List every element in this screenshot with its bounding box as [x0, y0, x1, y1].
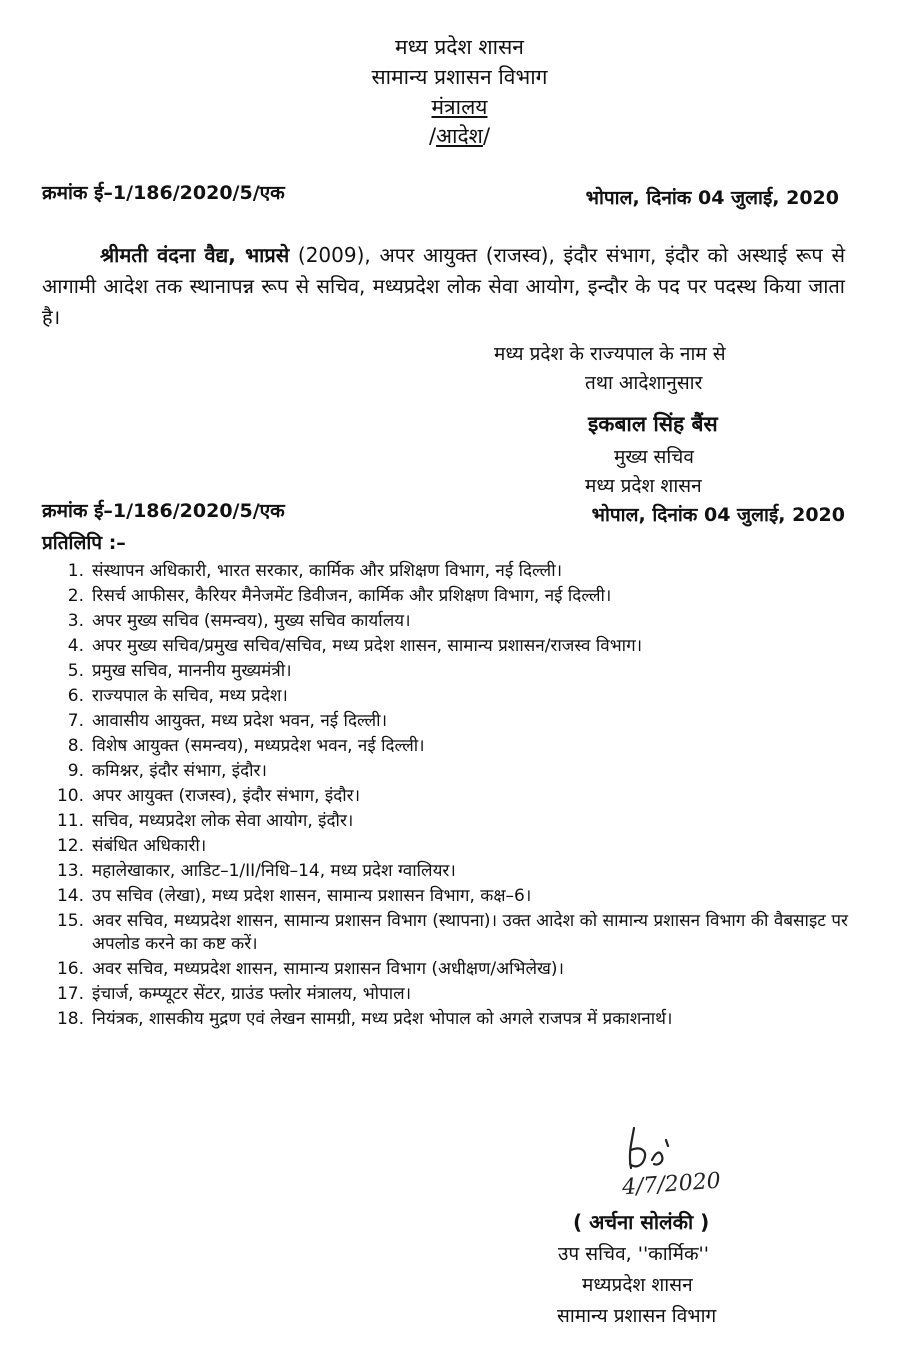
copy-date: भोपाल, दिनांक 04 जुलाई, 2020 [591, 504, 845, 526]
list-item [58, 585, 848, 608]
copy-reference-number: क्रमांक ई–1/186/2020/5/एक [42, 500, 285, 522]
list-item-number: 3. [67, 611, 84, 631]
list-item [58, 735, 848, 758]
list-item [58, 760, 848, 783]
list-item [58, 685, 848, 708]
list-item [58, 610, 848, 633]
list-item-text: अपर आयुक्त (राजस्व), इंदौर संभाग, इंदौर। [92, 786, 361, 806]
header-order-title: /आदेश/ [428, 124, 491, 148]
list-item [58, 885, 848, 908]
officer-name: श्रीमती वंदना वैद्य, भाप्रसे [100, 243, 290, 267]
list-item-number: 10. [56, 786, 84, 806]
copy-heading: प्रतिलिपि :– [42, 532, 126, 554]
list-item-text: विशेष आयुक्त (समन्वय), मध्यप्रदेश भवन, नई दिल्ली। [92, 736, 425, 756]
list-item-number: 2. [67, 586, 84, 606]
order-body-paragraph [42, 240, 845, 333]
deputy-secretary-office: मध्यप्रदेश शासन [582, 1274, 693, 1296]
list-item-number: 11. [56, 811, 84, 831]
list-item-text: रिसर्च आफीसर, कैरियर मैनेजमेंट डिवीजन, कार्मिक और प्रशिक्षण विभाग, नई दिल्ली। [92, 586, 612, 606]
list-item [58, 785, 848, 808]
chief-secretary-name: इकबाल सिंह बैंस [588, 412, 718, 436]
list-item [58, 1008, 848, 1031]
order-date: भोपाल, दिनांक 04 जुलाई, 2020 [585, 187, 839, 209]
order-body-text: (2009), अपर आयुक्त (राजस्व), इंदौर संभाग, इंदौर को अस्थाई रूप से आगामी आदेश तक स्थानापन्न रूप से सचिव, मध्यप्रदेश लोक सेवा आयोग, इन्दौर के पद पर पदस्थ किया जाता है। [42, 243, 845, 329]
authority-line-1: मध्य प्रदेश के राज्यपाल के नाम से [494, 343, 726, 365]
list-item [58, 860, 848, 883]
copy-recipient-list [58, 560, 848, 1033]
list-item-number: 8. [67, 736, 84, 756]
list-item-number: 13. [56, 861, 84, 881]
list-item-number: 9. [67, 761, 84, 781]
list-item-text: अपर मुख्य सचिव/प्रमुख सचिव/सचिव, मध्य प्रदेश शासन, सामान्य प्रशासन/राजस्व विभाग। [92, 636, 643, 656]
header-government: मध्य प्रदेश शासन [395, 35, 524, 59]
list-item-number: 6. [67, 686, 84, 706]
list-item [58, 835, 848, 858]
list-item [58, 958, 848, 981]
deputy-secretary-designation: उप सचिव, ''कार्मिक'' [558, 1243, 709, 1265]
list-item [58, 983, 848, 1006]
chief-secretary-designation: मुख्य सचिव [614, 446, 694, 468]
list-item-text: नियंत्रक, शासकीय मुद्रण एवं लेखन सामग्री, मध्य प्रदेश भोपाल को अगले राजपत्र में प्रकाशनार्थ। [92, 1009, 673, 1029]
deputy-secretary-department: सामान्य प्रशासन विभाग [557, 1305, 717, 1327]
list-item-text: उप सचिव (लेखा), मध्य प्रदेश शासन, सामान्य प्रशासन विभाग, कक्ष–6। [92, 886, 532, 906]
list-item-text: राज्यपाल के सचिव, मध्य प्रदेश। [92, 686, 288, 706]
list-item-text: आवासीय आयुक्त, मध्य प्रदेश भवन, नई दिल्ली। [92, 711, 388, 731]
list-item-number: 7. [67, 711, 84, 731]
list-item [58, 710, 848, 733]
list-item-number: 4. [67, 636, 84, 656]
list-item [58, 660, 848, 683]
handwritten-date: 4/7/2020 [621, 1168, 722, 1201]
list-item-text: कमिश्नर, इंदौर संभाग, इंदौर। [92, 761, 267, 781]
list-item-number: 12. [56, 836, 84, 856]
list-item-number: 18. [56, 1009, 84, 1029]
chief-secretary-office: मध्य प्रदेश शासन [585, 475, 702, 497]
list-item-text: महालेखाकार, आडिट–1/II/निधि–14, मध्य प्रदेश ग्वालियर। [92, 861, 456, 881]
list-item-number: 15. [56, 911, 84, 931]
list-item-text: इंचार्ज, कम्प्यूटर सेंटर, ग्राउंड फ्लोर मंत्रालय, भोपाल। [92, 984, 412, 1004]
list-item-text: अवर सचिव, मध्यप्रदेश शासन, सामान्य प्रशासन विभाग (अधीक्षण/अभिलेख)। [92, 959, 564, 979]
list-item-number: 14. [56, 886, 84, 906]
order-title-text: आदेश [436, 124, 483, 148]
header-ministry: मंत्रालय [431, 95, 488, 119]
authority-line-2: तथा आदेशानुसार [585, 372, 703, 394]
list-item-number: 5. [67, 661, 84, 681]
list-item-number: 1. [67, 561, 84, 581]
list-item-text: संबंधित अधिकारी। [92, 836, 207, 856]
list-item-text: अवर सचिव, मध्यप्रदेश शासन, सामान्य प्रशासन विभाग (स्थापना)। उक्त आदेश को सामान्य प्रशासन विभाग की वैबसाइट पर अपलोड करने का कष्ट करें। [92, 911, 848, 954]
list-item [58, 810, 848, 833]
header-department: सामान्य प्रशासन विभाग [371, 65, 548, 89]
list-item-number: 17. [56, 984, 84, 1004]
list-item [58, 560, 848, 583]
list-item-number: 16. [56, 959, 84, 979]
list-item-text: प्रमुख सचिव, माननीय मुख्यमंत्री। [92, 661, 292, 681]
order-reference-number: क्रमांक ई–1/186/2020/5/एक [42, 182, 285, 204]
list-item-text: सचिव, मध्यप्रदेश लोक सेवा आयोग, इंदौर। [92, 811, 354, 831]
list-item-text: संस्थापन अधिकारी, भारत सरकार, कार्मिक और प्रशिक्षण विभाग, नई दिल्ली। [92, 561, 563, 581]
list-item [58, 635, 848, 658]
list-item-text: अपर मुख्य सचिव (समन्वय), मुख्य सचिव कार्यालय। [92, 611, 411, 631]
deputy-secretary-name: ( अर्चना सोलंकी ) [573, 1210, 710, 1234]
list-item [58, 910, 848, 956]
